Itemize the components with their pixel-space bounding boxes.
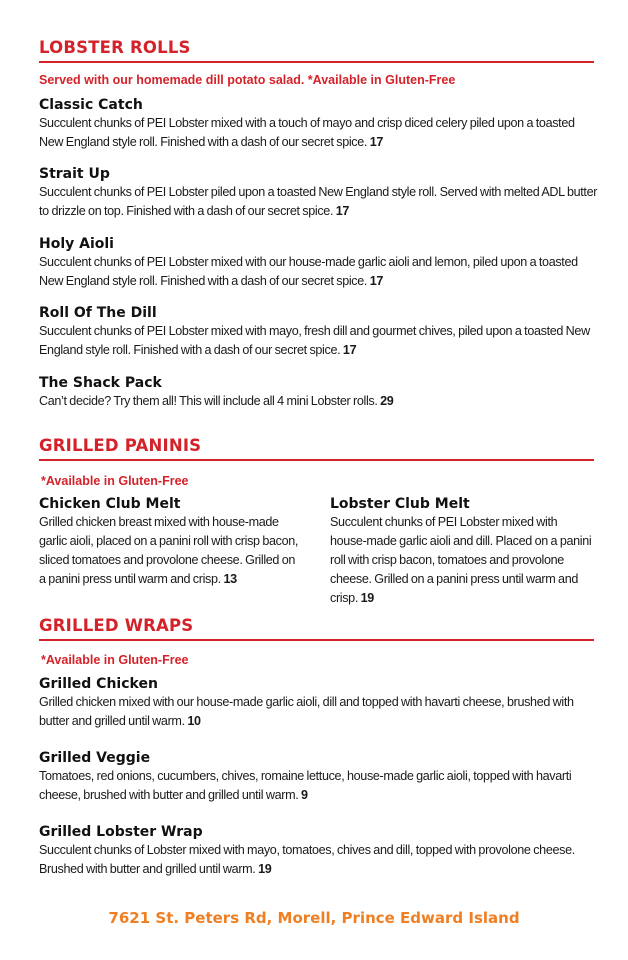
menu-item: [39, 235, 599, 291]
item-name: Chicken Club Melt: [39, 496, 181, 512]
section-note: *Available in Gluten-Free: [41, 474, 189, 488]
item-price: 17: [369, 135, 384, 149]
item-name: Grilled Veggie: [39, 750, 151, 766]
item-price: 17: [342, 343, 357, 357]
menu-item: [39, 96, 599, 152]
menu-item: [39, 675, 599, 731]
menu-item: [39, 495, 303, 589]
menu-item: [39, 165, 599, 221]
section-grilled-paninis: [39, 436, 594, 489]
section-grilled-wraps: [39, 616, 594, 668]
section-divider: [39, 61, 594, 63]
footer-address: 7621 St. Peters Rd, Morell, Prince Edward Island: [108, 909, 520, 927]
item-name: Grilled Chicken: [39, 676, 158, 692]
menu-item: [39, 749, 599, 805]
item-price: 10: [187, 714, 201, 728]
item-price: 19: [258, 862, 272, 876]
section-note: Served with our homemade dill potato salad. *Available in Gluten-Free: [39, 73, 456, 87]
item-name: Roll Of The Dill: [39, 305, 157, 321]
section-title: LOBSTER ROLLS: [39, 38, 191, 57]
item-description: Grilled chicken mixed with our house-made garlic aioli, dill and topped with havarti cheese, brushed with butter and grilled until warm. 10: [39, 695, 574, 728]
item-name: Holy Aioli: [39, 236, 114, 252]
item-description: Succulent chunks of Lobster mixed with mayo, tomatoes, chives and dill, topped with provolone cheese. Brushed with butter and grilled until warm. 19: [39, 843, 575, 876]
item-description: Grilled chicken breast mixed with house-made garlic aioli, placed on a panini roll with crisp bacon, sliced tomatoes and provolone cheese. Grilled on a panini press until warm and crisp. 13: [39, 515, 299, 586]
section-title: GRILLED WRAPS: [39, 616, 194, 635]
item-description: Succulent chunks of PEI Lobster mixed with mayo, fresh dill and gourmet chives, piled upon a toasted New England style roll. Finished with a dash of our secret spice. 17: [39, 324, 590, 357]
section-note: *Available in Gluten-Free: [41, 653, 189, 667]
menu-item: [39, 304, 599, 360]
item-name: Grilled Lobster Wrap: [39, 824, 203, 840]
menu-item: [330, 495, 592, 608]
item-description: Succulent chunks of PEI Lobster mixed with house-made garlic aioli and dill. Placed on a panini roll with crisp bacon, tomatoes and provolone cheese. Grilled on a panini press until warm and crisp. 19: [330, 515, 592, 605]
item-price: 17: [369, 274, 384, 288]
item-name: Classic Catch: [39, 97, 143, 113]
section-lobster-rolls: [39, 38, 594, 88]
section-divider: [39, 639, 594, 641]
item-name: Strait Up: [39, 166, 110, 182]
section-title: GRILLED PANINIS: [39, 436, 202, 455]
item-description: Tomatoes, red onions, cucumbers, chives, romaine lettuce, house-made garlic aioli, topped with havarti cheese, brushed with butter and grilled until warm. 9: [39, 769, 572, 802]
item-name: Lobster Club Melt: [330, 496, 470, 512]
menu-item: [39, 374, 599, 411]
item-price: 19: [360, 591, 374, 605]
item-price: 9: [301, 788, 308, 802]
item-description: Succulent chunks of PEI Lobster mixed with our house-made garlic aioli and lemon, piled upon a toasted New England style roll. Finished with a dash of our secret spice. 17: [39, 255, 578, 288]
item-price: 13: [223, 572, 237, 586]
item-description: Succulent chunks of PEI Lobster mixed with a touch of mayo and crisp diced celery piled upon a toasted New England style roll. Finished with a dash of our secret spice. 17: [39, 116, 575, 149]
item-description: Can’t decide? Try them all! This will include all 4 mini Lobster rolls. 29: [39, 394, 394, 408]
item-description: Succulent chunks of PEI Lobster piled upon a toasted New England style roll. Served with melted ADL butter to drizzle on top. Finished with a dash of our secret spice. 17: [39, 185, 598, 218]
item-price: 29: [380, 394, 394, 408]
menu-item: [39, 823, 599, 879]
item-price: 17: [335, 204, 350, 218]
item-name: The Shack Pack: [39, 375, 162, 391]
section-divider: [39, 459, 594, 461]
